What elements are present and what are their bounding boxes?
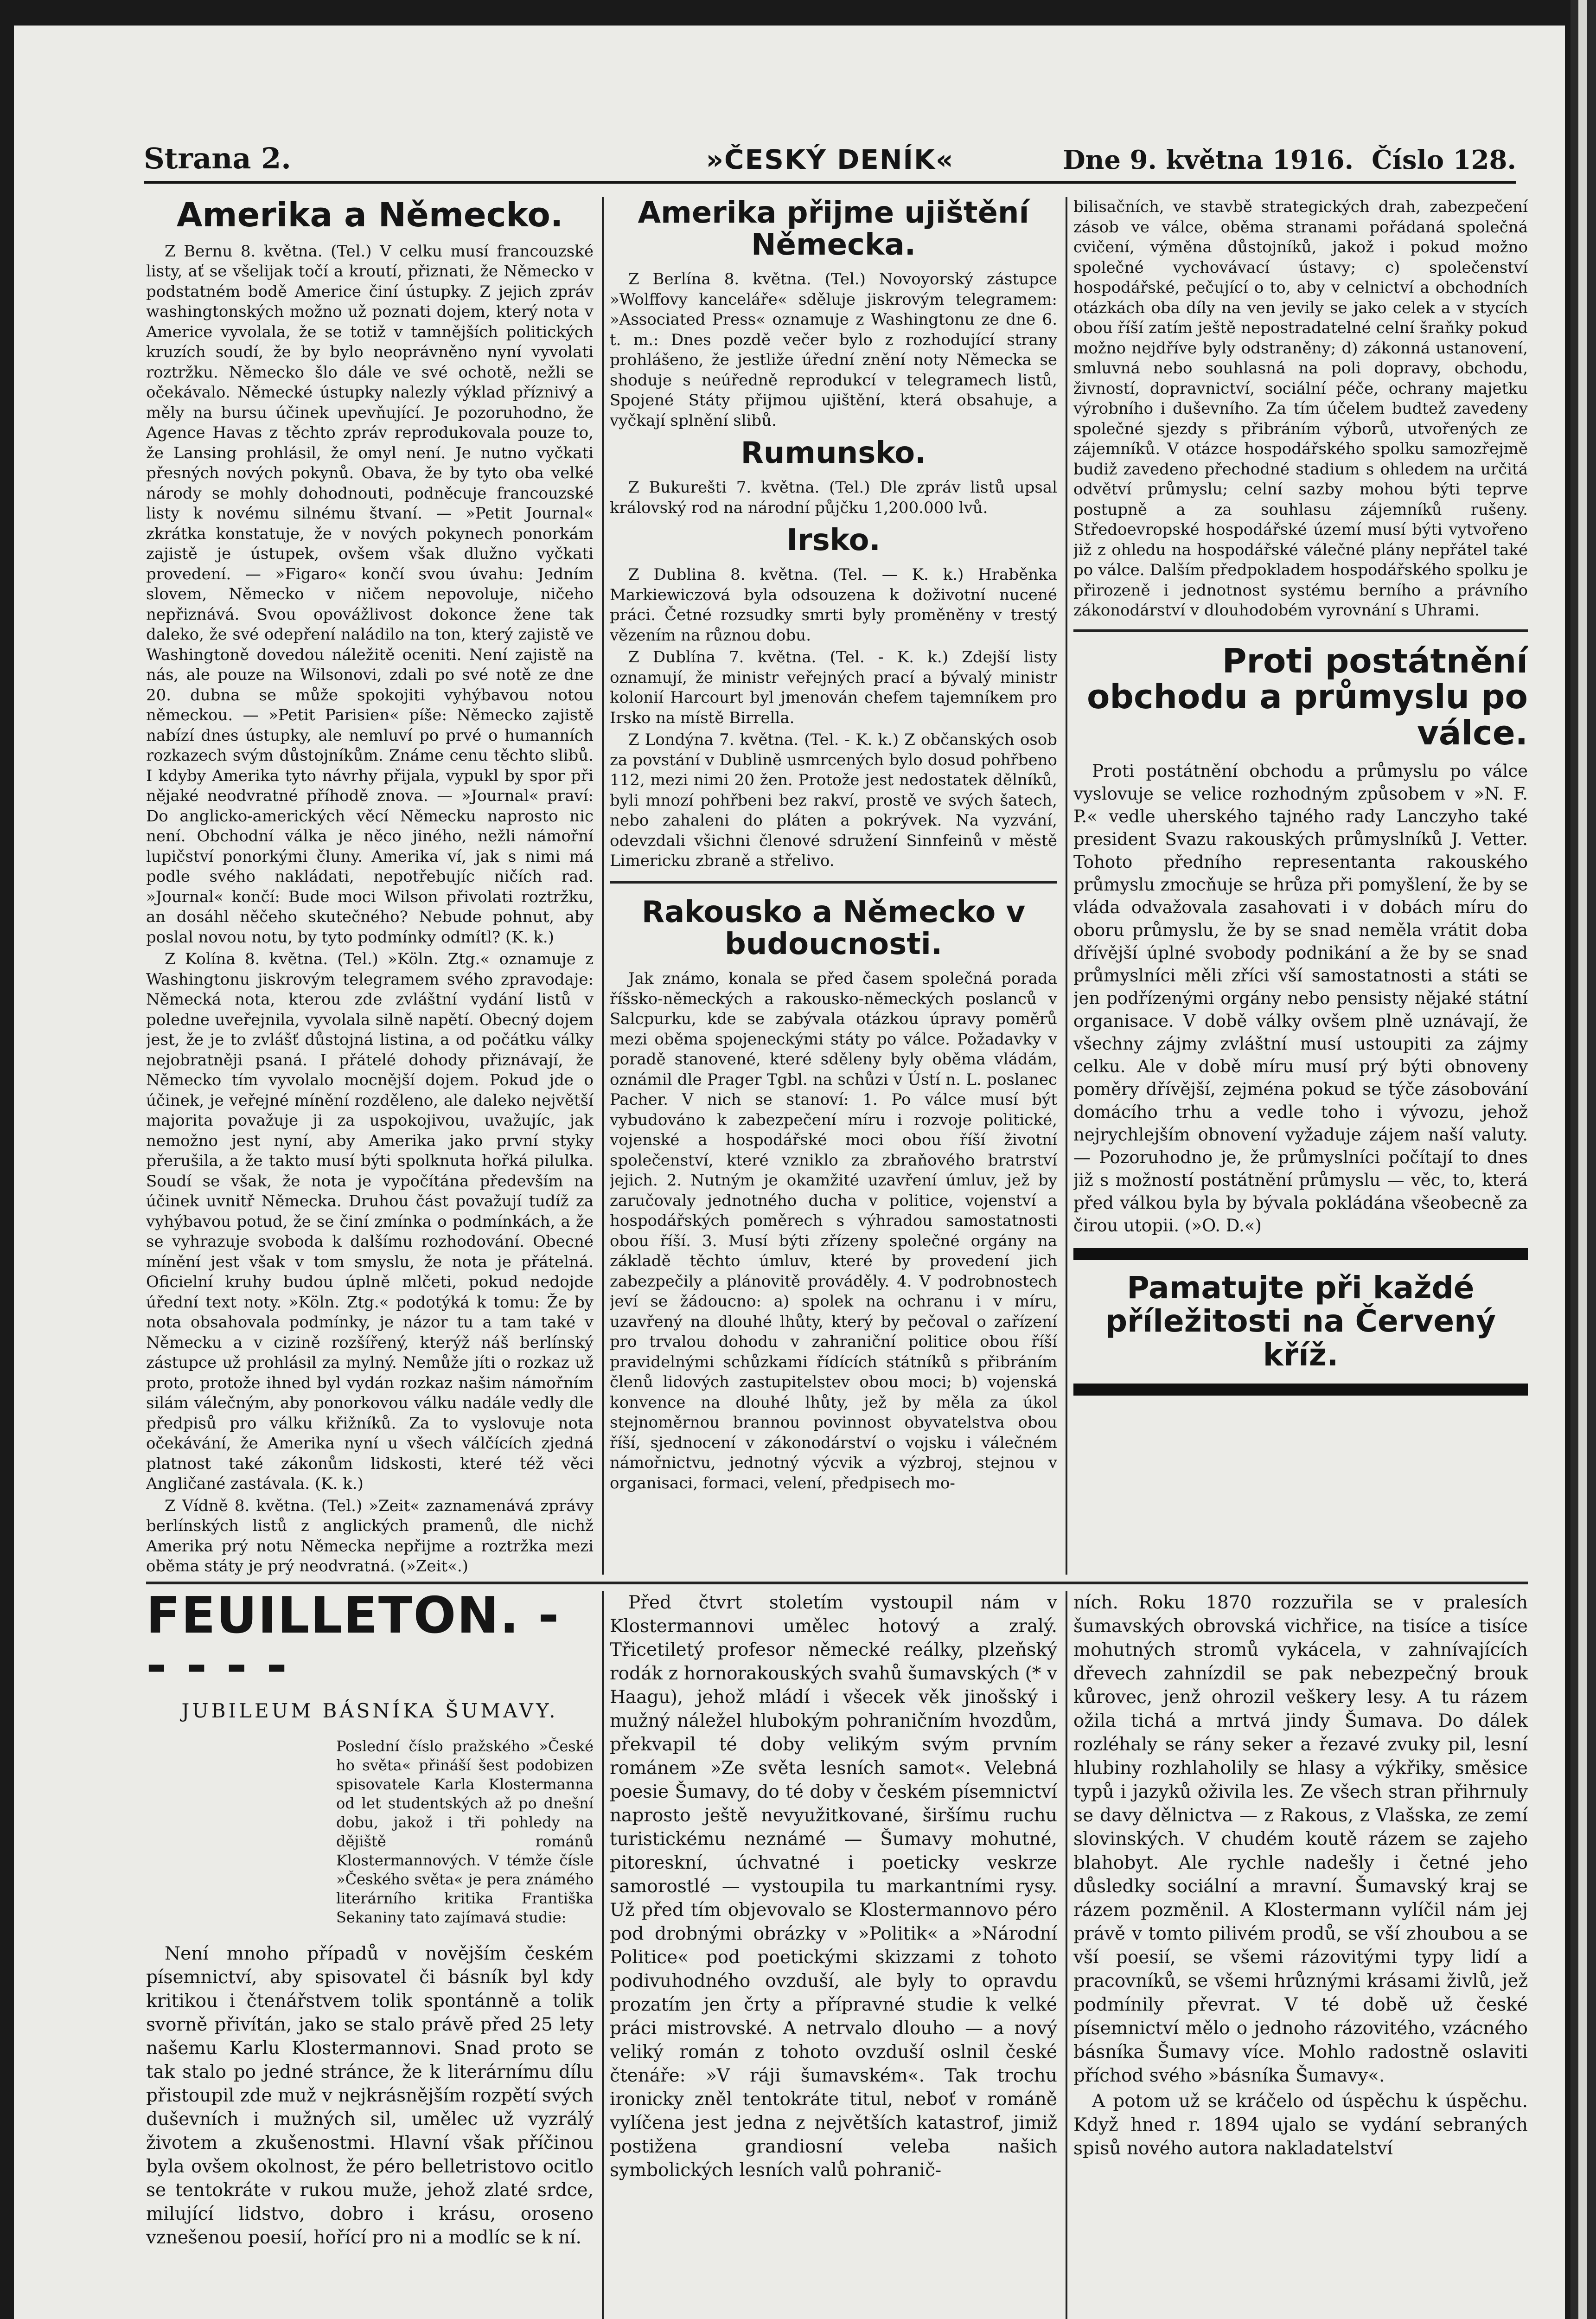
article-heading-amerika-nemecko: Amerika a Německo.: [176, 197, 563, 234]
section-separator: [610, 881, 1057, 884]
column-divider: [1066, 197, 1067, 1575]
next-page-edge: [1578, 0, 1587, 2319]
feuilleton-note: Poslední číslo pražského »České ho světa« přináší šest podobizen spisovatele Karla Klostermanna od let studentských až po dnešní dobu, jakož i tři pohledy na dějiště románů Klostermannových. V témže čísle »Českého světa« je pera známého literárního kritika Františka Sekaniny tato zajímavá studie:: [336, 1737, 594, 1926]
article-paragraph: Z Kolína 8. května. (Tel.) »Köln. Ztg.« oznamuje z Washingtonu jiskrovým telegramem svého zpravodaje: Německá nota, kterou zde zvláštní vydání listů v poledne uveřejnila, vyvolala silně napětí. Obecný dojem jest, že je to zvlášť důstojná listina, a od počátku války nejobratněji psaná. I přátelé dohody přiznávají, že Německo tím vyvolalo mocnější dojem. Pokud jde o účinek, je veřejné mínění rozděleno, ale daleko největší majorita považuje ji za uspokojivou, uvažujíc, jak nemožno jest nyní, aby Amerika jako první styky přerušila, a že takto musí býti spolknuta hořká pilulka. Soudí se však, že nota je vypočítána především na účinek uvnitř Německa. Druhou část považují tudíž za vyhýbavou potud, že se činí zmínka o podmínkách, a že se vyhrazuje svoboda k dalšímu rozhodování. Obecné mínění jest však v tom smyslu, že nota je přátelná. Oficielní kruhy budou úplně mlčeti, pokud nedojde úřední text noty. »Köln. Ztg.« podotýká k tomu: Že by nota obsahovala podmínky, je názor tu a tam také v Německu a v cizině rozšířený, kterýž náš berlínský zástupce už prohlásil za mylný. Nemůže jíti o rozkaz už proto, protože ihned byl vydán rozkaz našim námořním silám válečným, aby ponorkovou válku nadále vedly dle předpisů pro válku křižníků. Za to vyslovuje nota očekávání, že Amerika nyní u všech válčících zjedná platnost také zákonům lidskosti, které též věci Angličané zastávala. (K. k.): [146, 950, 594, 1493]
feuilleton-divider: [146, 1582, 1528, 1584]
black-bar: [1073, 1248, 1528, 1260]
article-paragraph: Z Berlína 8. května. (Tel.) Novoyorský zástupce »Wolffovy kanceláře« sděluje jiskrovým telegramem: »Associated Press« oznamuje z Washingtonu ze dne 6. t. m.: Dnes pozdě večer bylo z rozhodující strany prohlášeno, že jestliže úřední znění noty Německa se shoduje s neúředně reprodukcí v telegramech listů, Spojené Státy přijmou ujištění, která obsahuje, a vyčkají splnění slibů.: [610, 270, 1057, 430]
article-paragraph: Jak známo, konala se před časem společná porada říšsko-německých a rakousko-německých poslanců v Salcpurku, kde se zabývala otázkou úpravy poměrů mezi oběma spojeneckými státy po válce. Požadavky v poradě stanovené, které sděleny byly oběma vládám, oznámil dle Prager Tgbl. na schůzi v Ústí n. L. poslanec Pacher. V nich se stanoví: 1. Po válce musí být vybudováno k zabezpečení míru i rozvoje politické, vojenské a hospodářské moci obou říší životní společenství, které vzniklo za zbraňového bratrství jejich. 2. Nutným je okamžité uzavření úmluv, jež by zaručovaly jednotného ducha v politice, vojenství a hospodářských poměrech s výhradou samostatnosti obou říší. 3. Musí býti zřízeny společné orgány na základě těchto úmluv, které by provedení jich zabezpečily a plánovitě prováděly. 4. V podrobnostech jeví se žádoucno: a) spolek na ochranu i v míru, uzavřený na dlouhé lhůty, který by pečoval o zařízení pro trvalou dohodu v zahraniční politice obou říší pravidelnými schůzkami řídících státníků s přibráním členů lidových zastupitelstev obou moci; b) vojenská konvence na dlouhé lhůty, jež by měla za úkol stejnoměrnou brannou povinnost obyvatelstva obou říší, sjednocení v zákonodárství o vojsku i válečném námořnictvu, jednotný výcvik a výzbroj, stejnou v organisaci, formaci, velení, předpisech mo-: [610, 969, 1057, 1493]
page-number: Strana 2.: [144, 141, 291, 175]
column-3: [1073, 197, 1528, 1575]
article-heading-rakousko-nemecko: Rakousko a Německo v budoucnosti.: [641, 895, 1026, 962]
article-heading-proti-postatneni: Proti postátnění obchodu a průmyslu po válce.: [1086, 641, 1528, 752]
black-bar: [1073, 1384, 1528, 1396]
column-1: [146, 197, 594, 1575]
red-cross-notice: Pamatujte při každé příležitosti na Červený kříž.: [1105, 1269, 1496, 1373]
feuilleton-column-3: [1073, 1591, 1528, 2319]
column-divider: [602, 1591, 604, 2319]
column-divider: [1066, 1591, 1067, 2319]
newspaper-title: »ČESKÝ DENÍK«: [706, 144, 954, 175]
feuilleton-paragraph: Před čtvrt stoletím vystoupil nám v Klostermannovi umělec hotový a zralý. Třicetiletý profesor německé reálky, plzeňský rodák z hornorakouských svahů šumavských (* v Haagu), jehož mládí i všecek věk jinošský i mužný náležel hlubokým pohraničním hvozdům, překvapil té doby velikým svým prvním románem »Ze světa lesních samot«. Velebná poesie Šumavy, do té doby v českém písemnictví naprosto ještě nevyužitkované, širšímu ruchu turistickému neznámé — Šumavy mohutné, pitoreskní, úchvatné i poeticky veskrze samorostlé — vystoupila tu markantními rysy. Už před tím objevovalo se Klostermannovo péro pod drobnými obrázky v »Politik« a »Národní Politice« pod poetickými skizzami z tohoto podivuhodného ovzduší, ale byly to opravdu prozatím jen črty a přípravné studie k velké práci mistrovské. A netrvalo dlouho — a nový veliký román z tohoto ovzduší oslnil české čtenáře: »V ráji šumavském«. Tak trochu ironicky zněl tentokráte titul, neboť v románě vylíčena jest jedna z největších katastrof, jimiž postižena grandiosní veleba našich symbolických lesních valů pohranič-: [610, 1592, 1057, 2181]
newspaper-page: [14, 26, 1565, 2319]
issue-date: Dne 9. května 1916.: [1063, 145, 1354, 175]
article-paragraph: bilisačních, ve stavbě strategických drah, zabezpečení zásob ve válce, oběma stranami pořádaná společná cvičení, výměna důstojníků, jakož i pokud možno společné vychovávací ústavy; c) společenství hospodářské, pečující o to, aby v celnictví a obchodních otázkách oba díly na ven jevily se jako celek a v stycích obou říší zatím ještě nepostradatelné celní šraňky pokud možno nejdříve byly odstraněny; d) zákonná ustanovení, smluvná nebo souhlasná na poli dopravy, obchodu, živností, dopravnictví, sociální péče, ochrany majetku výrobního i duševního. Za tím účelem budtež zavedeny společné sjezdy s přibráním výborů, utvořených ze zájemníků. V otázce hospodářského spolku samozřejmě budiž zavedeno přechodné stadium s ohledem na určitá odvětví průmyslu; celní sazby mohou býti teprve postupně a za souhlasu zájemníků rušeny. Středoevropské hospodářské území musí býti vytvořeno již z ohledu na hospodářské válečné plány nepřátel také po válce. Dalším předpokladem hospodářského spolku je přirozeně i jednotnost systému berního a právního zákonodárství v dlouhodobém vyrovnání s Uhrami.: [1073, 198, 1528, 620]
feuilleton-paragraph: A potom už se kráčelo od úspěchu k úspěchu. Když hned r. 1894 ujalo se vydání sebraných spisů nového autora nakladatelství: [1073, 2091, 1528, 2159]
article-paragraph: Z Bukurešti 7. května. (Tel.) Dle zpráv listů upsal královský rod na národní půjčku 1,200.000 lvů.: [610, 478, 1057, 517]
article-paragraph: Z Dublína 7. května. (Tel. - K. k.) Zdejší listy oznamují, že ministr veřejných prací a bývalý ministr kolonií Harcourt byl jmenován chefem tajemníkem pro Irsko na místě Birrella.: [610, 648, 1057, 727]
feuilleton-column-2: [610, 1591, 1057, 2319]
column-2: [610, 197, 1057, 1575]
feuilleton-subtitle: JUBILEUM BÁSNÍKA ŠUMAVY.: [181, 1699, 558, 1722]
feuilleton-title: FEUILLETON. - - - - -: [146, 1591, 560, 1695]
section-separator: [1073, 629, 1528, 632]
section-heading-rumunsko: Rumunsko.: [741, 436, 926, 471]
article-paragraph: Z Bernu 8. května. (Tel.) V celku musí francouzské listy, ať se všelijak točí a kroutí, přiznati, že Německo v podstatném bodě Americe činí ústupky. Z jejich zpráv washingtonských možno už poznati dojem, který nota v Americe vyvolala, že se totiž v tamnějších politických kruzích soudí, že by bylo neoprávněno nyní vyvolati roztržku. Německo šlo dále ve své ochotě, nežli se očekávalo. Německé ústupky nalezly výklad příznivý a měly na bursu účinek upevňující. Je pozoruhodno, že Agence Havas z těchto zpráv reprodukovala pouze to, že Lansing prohlásil, že omyl není. Je nutno vyčkati přesných nových pokynů. Obava, že by tyto oba velké národy se mohly dohodnouti, podněcuje francouzské listy k novému silnému štvaní. — »Petit Journal« zkrátka konstatuje, že v nových pokynech ponorkám zajistě je ústupek, ovšem však dlužno vyčkati provedení. — »Figaro« končí svou úvahu: Jedním slovem, Německo v ničem nepovoluje, ničeho nepřiznává. Svou opovážlivost dokonce žene tak daleko, že své odepření naládilo na ton, který zajistě ve Washingtoně dovedou náležitě oceniti. Není zajistě na nás, ale pouze na Wilsonovi, zdali po své notě ze dne 20. dubna se může spokojiti vyhýbavou notou německou. — »Petit Parisien« píše: Německo zajistě nabízí dnes ústupky, ale nemluví po prvé o humanních rozkazech svým důstojníkům. Známe cenu těchto slibů. I kdyby Amerika tyto návrhy přijala, vypukl by spor při nějaké neodvratné příhodě znova. — »Journal« praví: Do anglicko-amerických věcí Německu naprosto nic není. Obchodní válka je něco jiného, nežli námořní lupičství ponorkými čluny. Amerika ví, jak s nimi má podle svého nakládati, nepotřebujíc ničích rad. »Journal« končí: Bude moci Wilson přivolati roztržku, an dosáhl něčeho skutečného? Nebude pohnut, aby poslal novou notu, by tyto podmínky odmítl? (K. k.): [146, 242, 594, 947]
issue-number: Číslo 128.: [1372, 145, 1516, 175]
section-heading-irsko: Irsko.: [786, 523, 881, 558]
feuilleton-paragraph: ních. Roku 1870 rozzuřila se v pralesích šumavských obrovská vichřice, na tisíce a tisíce mohutných stromů vykácela, v zahnívajících dřevech zahnízdil se pak nebezpečný brouk kůrovec, jenž ohrozil veškery lesy. A tu rázem ožila tichá a mrtvá jindy Šumava. Do dálek rozléhaly se rány seker a řezavé zvuky pil, lesní hlubiny rozhlaholily se hlasy a výkřiky, směsice typů i jazyků oživila les. Ze všech stran přihrnuly se davy dělnictva — z Rakous, z Vlašska, ze zemí slovinských. V chudém koutě rázem se zajeho blahobyt. Ale rychle nadešly i četné jeho důsledky sociální a mravní. Šumavský kraj se rázem pozměnil. A Klostermann vylíčil nám jej právě v tomto pilivém prodů, se vší zhoubou a se vší poesií, se všemi rázovitými typy lidí a pracovníků, se všemi hrůznými krásami živlů, jež podmínily převrat. V té době už české písemnictví mělo o jednoho rázovitého, vzácného básníka Šumavy více. Mohlo radostně oslaviti příchod svého »básníka Šumavy«.: [1073, 1592, 1528, 2086]
feuilleton-paragraph: Není mnoho případů v novějším českém písemnictví, aby spisovatel či básník byl kdy kritikou i čtenářstvem tolik spontánně a tolik svorně přivítán, jako se stalo právě před 25 lety našemu Karlu Klostermannovi. Snad proto se tak stalo po jedné stránce, že k literárnímu dílu přistoupil zde muž v nejkrásnějším rozpětí svých duševních i mužných sil, umělec už vyzrálý životem a zkušenostmi. Hlavní však příčinou byla ovšem okolnost, že péro belletristovo ocitlo se tentokráte v rukou muže, jehož zlaté srdce, milující lidstvo, dobro i krásu, oroseno vznešenou poesií, hořící pro ni a modlíc se k ní.: [146, 1943, 594, 2248]
article-paragraph: Z Vídně 8. května. (Tel.) »Zeit« zaznamenává zprávy berlínských listů z anglických pramenů, dle nichž Amerika prý notu Německa nepřijme a roztržka mezi oběma státy je prý neodvratná. (»Zeit«.): [146, 1496, 594, 1575]
article-paragraph: Z Londýna 7. května. (Tel. - K. k.) Z občanských osob za povstání v Dublině usmrcených bylo dosud pohřbeno 112, mezi nimi 20 žen. Protože jest nedostatek dělníků, byli mnozí pohřbeni bez rakví, prostě ve svých šatech, nebo zahaleni do pláten a pokrývek. Na vyzvání, odevzdali všichni členové sdružení Sinnfeinů v městě Limericku zbraně a střelivo.: [610, 730, 1057, 871]
column-divider: [602, 197, 604, 1575]
article-heading-amerika-prijme: Amerika přijme ujištění Německa.: [638, 197, 1029, 263]
article-paragraph: Proti postátnění obchodu a průmyslu po válce vyslovuje se velice rozhodným způsobem v »N. F. P.« vedle uherského tajného rady Lanczyho také president Svazu rakouských průmyslníků J. Vetter. Tohoto předního representanta rakouského průmyslu zmocňuje se hrůza při pomyšlení, že by se vláda odvažovala zasahovati i v dobách míru do oboru průmyslu, že by se snad neměla vrátit doba dřívější úplné svobody podnikání a že by se snad průmyslníci měli zříci vší samostatnosti a státi se jen podřízenými orgány nebo pensisty nějaké státní organisace. V době války ovšem plně uznávají, že všechny zájmy zvláštní musí ustoupiti za zájmy celku. Ale v době míru musí prý býti obnoveny poměry dřívější, zejména pokud se týče zásobování domácího trhu a vedle toho i vývozu, jehož nejrychlejším obnovení vyžaduje zájem naší valuty. — Pozoruhodno je, že průmyslníci počítají to dnes již s možností postátnění průmyslu — věc, to, která před válkou byla by bývala pokládána všeobecně za čirou utopii. (»O. D.«): [1073, 761, 1528, 1236]
masthead: [144, 130, 1516, 184]
article-paragraph: Z Dublina 8. května. (Tel. — K. k.) Hraběnka Markiewiczová byla odsouzena k doživotní nucené práci. Četné rozsudky smrti byly proměněny v trestý vězením na různou dobu.: [610, 565, 1057, 645]
date-issue: [1063, 145, 1516, 175]
feuilleton-column-1: [146, 1591, 594, 2319]
